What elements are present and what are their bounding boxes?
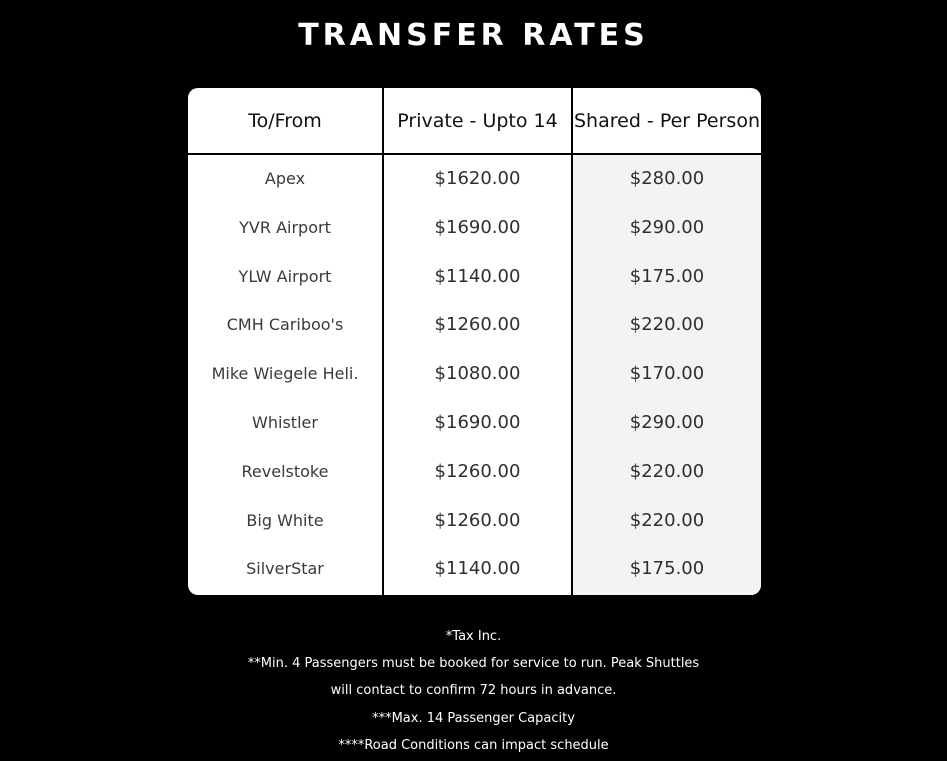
- destination-cell: YLW Airport: [238, 266, 332, 286]
- table-header-row: [188, 88, 761, 154]
- private-price-cell: $1260.00: [434, 509, 521, 531]
- header-shared: Shared - Per Person: [574, 110, 760, 132]
- shared-price-cell: $290.00: [629, 216, 705, 238]
- note-tax: *Tax Inc.: [445, 629, 502, 644]
- destination-cell: Big White: [246, 510, 324, 530]
- table-row: [188, 448, 761, 497]
- table-row: [188, 350, 761, 399]
- private-price-cell: $1690.00: [434, 411, 521, 433]
- destination-cell: SilverStar: [246, 559, 324, 579]
- private-price-cell: $1260.00: [434, 460, 521, 482]
- shared-price-cell: $175.00: [629, 558, 705, 580]
- private-price-cell: $1260.00: [434, 314, 521, 336]
- destination-cell: Apex: [264, 169, 306, 188]
- table-row: [188, 301, 761, 350]
- column-divider: [571, 88, 573, 595]
- private-price-cell: $1140.00: [434, 558, 521, 580]
- destination-cell: CMH Cariboo's: [226, 315, 344, 335]
- shared-price-cell: $175.00: [629, 265, 705, 287]
- table-row: [188, 155, 761, 204]
- page-title: TRANSFER RATES: [298, 18, 649, 53]
- destination-cell: Mike Wiegele Heli.: [211, 364, 359, 384]
- shared-price-cell: $220.00: [629, 460, 705, 482]
- table-row: [188, 497, 761, 546]
- note-road-conditions: ****Road Conditions can impact schedule: [338, 737, 609, 753]
- shared-price-cell: $220.00: [629, 314, 705, 336]
- table-body: [188, 155, 761, 594]
- destination-cell: Whistler: [252, 412, 318, 432]
- note-min-passengers: **Min. 4 Passengers must be booked for service to run. Peak Shuttles: [247, 656, 700, 672]
- private-price-cell: $1620.00: [434, 168, 521, 189]
- destination-cell: YVR Airport: [239, 217, 331, 237]
- shared-price-cell: $170.00: [629, 363, 705, 385]
- shared-price-cell: $280.00: [629, 168, 705, 189]
- header-private: Private - Upto 14: [397, 110, 558, 132]
- table-row: [188, 204, 761, 253]
- table-row: [188, 399, 761, 448]
- table-row: [188, 545, 761, 594]
- private-price-cell: $1140.00: [434, 265, 521, 287]
- note-min-passengers-cont: will contact to confirm 72 hours in advance.: [330, 683, 617, 699]
- footnotes: [0, 623, 947, 759]
- shared-price-cell: $220.00: [629, 509, 705, 531]
- table-row: [188, 253, 761, 302]
- destination-cell: Revelstoke: [241, 461, 329, 481]
- private-price-cell: $1690.00: [434, 216, 521, 238]
- header-to-from: To/From: [248, 110, 322, 132]
- private-price-cell: $1080.00: [434, 363, 521, 385]
- shared-price-cell: $290.00: [629, 411, 705, 433]
- rates-table: [188, 88, 761, 595]
- column-divider: [382, 88, 384, 595]
- note-max-capacity: ***Max. 14 Passenger Capacity: [372, 710, 575, 726]
